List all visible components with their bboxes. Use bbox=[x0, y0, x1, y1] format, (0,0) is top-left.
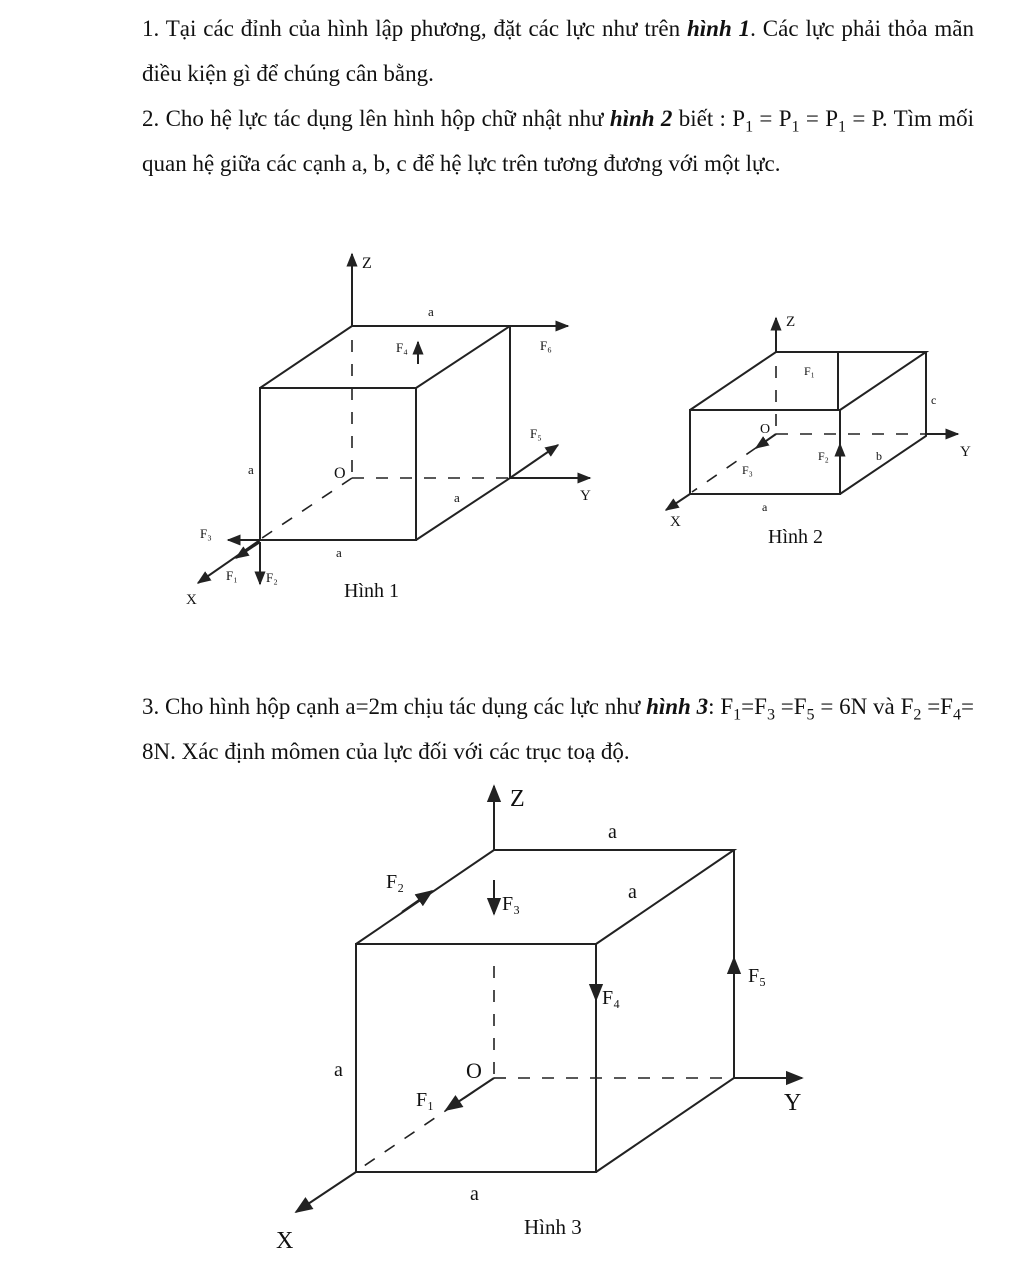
fig1-f5-label: F₅ bbox=[530, 426, 542, 441]
fig2-right-face bbox=[840, 352, 926, 494]
fig2-caption: Hình 2 bbox=[768, 526, 823, 548]
fig3-a-left-label: a bbox=[334, 1059, 343, 1081]
fig3-x-axis bbox=[296, 1172, 356, 1212]
problem-3-t1: =F bbox=[741, 694, 767, 719]
fig1-x-label: X bbox=[186, 592, 197, 608]
fig1-origin-label: O bbox=[334, 465, 346, 482]
fig1-top-face bbox=[260, 326, 510, 388]
fig2-x-label: X bbox=[670, 514, 681, 530]
fig1-hidden-diagonal bbox=[262, 478, 352, 538]
problem-3-t4: =F bbox=[921, 694, 953, 719]
fig3-a-top-label: a bbox=[608, 821, 617, 843]
problem-1-figure-ref: hình 1 bbox=[686, 16, 751, 41]
fig2-b-label: b bbox=[876, 449, 882, 463]
figure-2 bbox=[666, 314, 971, 548]
figure-3 bbox=[276, 786, 802, 1254]
problem-2-part3: = P. Tìm mối quan hệ giữa các cạnh a, b, c để hệ lực trên tương đương với một lực. bbox=[142, 106, 975, 176]
fig1-force-f1 bbox=[236, 542, 260, 558]
fig2-a-label: a bbox=[762, 500, 768, 514]
figure-1 bbox=[186, 254, 591, 608]
fig1-z-label: Z bbox=[362, 255, 372, 272]
fig1-a-top-label: a bbox=[428, 304, 434, 319]
fig1-a-left-label: a bbox=[248, 462, 254, 477]
fig1-f2-label: F₂ bbox=[266, 570, 278, 585]
fig1-f3-label: F₃ bbox=[200, 526, 212, 541]
fig2-z-label: Z bbox=[786, 314, 796, 330]
fig1-caption: Hình 1 bbox=[344, 580, 399, 602]
fig2-origin-label: O bbox=[760, 422, 771, 437]
fig1-f6-label: F₆ bbox=[540, 338, 552, 353]
problem-3-t2: =F bbox=[774, 694, 807, 719]
problem-2-figure-ref: hình 2 bbox=[609, 106, 673, 131]
problem-1-part1: 1. Tại các đỉnh của hình lập phương, đặt các lực như trên bbox=[142, 16, 687, 41]
fig3-x-label: X bbox=[276, 1228, 294, 1254]
problem-2-sub2: 1 bbox=[791, 118, 800, 136]
problem-3-part2: : F bbox=[708, 694, 734, 719]
fig3-y-label: Y bbox=[784, 1090, 802, 1116]
fig3-f1-label: F₁ bbox=[416, 1089, 435, 1111]
fig1-front-face bbox=[260, 388, 416, 540]
fig2-f2-label: F₂ bbox=[818, 449, 829, 463]
fig3-right-face bbox=[596, 850, 734, 1172]
fig2-y-label: Y bbox=[960, 444, 971, 460]
fig1-y-label: Y bbox=[580, 488, 591, 504]
fig2-c-label: c bbox=[931, 393, 937, 407]
fig2-top-face bbox=[690, 352, 926, 410]
problem-3-part1: 3. Cho hình hộp cạnh a=2m chịu tác dụng các lực như bbox=[142, 694, 647, 719]
problem-2-eq2: = P bbox=[799, 106, 838, 131]
fig3-f4-label: F₄ bbox=[602, 987, 621, 1009]
fig3-caption: Hình 3 bbox=[524, 1215, 582, 1239]
fig3-origin-label: O bbox=[466, 1058, 482, 1083]
problem-2-part1: 2. Cho hệ lực tác dụng lên hình hộp chữ nhật như bbox=[142, 106, 610, 131]
fig3-f3-label: F₃ bbox=[502, 893, 521, 915]
fig3-z-label: Z bbox=[510, 786, 525, 812]
problem-3-sub4: 4 bbox=[952, 706, 962, 724]
fig1-force-f5 bbox=[510, 445, 558, 478]
fig3-top-face bbox=[356, 850, 734, 944]
problem-1-part2: . Các lực phải thỏa mãn điều kiện gì để chúng cân bằng. bbox=[142, 16, 974, 86]
problem-3-t3: = 6N và F bbox=[814, 694, 914, 719]
fig3-a-top-inner-label: a bbox=[628, 881, 637, 903]
problem-2-sub3: 1 bbox=[838, 118, 847, 136]
problem-2-eq1: = P bbox=[753, 106, 792, 131]
problem-3-sub3: 3 bbox=[766, 706, 775, 724]
problem-3-part3: = 8N. Xác định mômen của lực đối với các trục toạ độ. bbox=[142, 694, 974, 764]
problem-2-part2: biết : P bbox=[672, 106, 746, 131]
fig1-a-mid-label: a bbox=[454, 490, 460, 505]
fig2-f1-label: F₁ bbox=[804, 364, 815, 378]
fig1-f4-label: F₄ bbox=[396, 340, 408, 355]
fig2-x-axis bbox=[666, 494, 690, 510]
problem-3-figure-ref: hình 3 bbox=[646, 694, 709, 719]
fig3-f5-label: F₅ bbox=[748, 965, 767, 987]
fig3-force-f2 bbox=[402, 891, 432, 912]
fig1-a-bottom-label: a bbox=[336, 545, 342, 560]
problem-3-sub5: 5 bbox=[806, 706, 815, 724]
problem-3-sub1: 1 bbox=[733, 706, 742, 724]
fig1-f1-label: F₁ bbox=[226, 568, 238, 583]
problem-2-sub1: 1 bbox=[745, 118, 754, 136]
fig3-a-bottom-label: a bbox=[470, 1183, 479, 1205]
problem-3-sub2: 2 bbox=[913, 706, 922, 724]
fig2-f3-label: F₃ bbox=[742, 463, 753, 477]
fig3-f2-label: F₂ bbox=[386, 871, 405, 893]
